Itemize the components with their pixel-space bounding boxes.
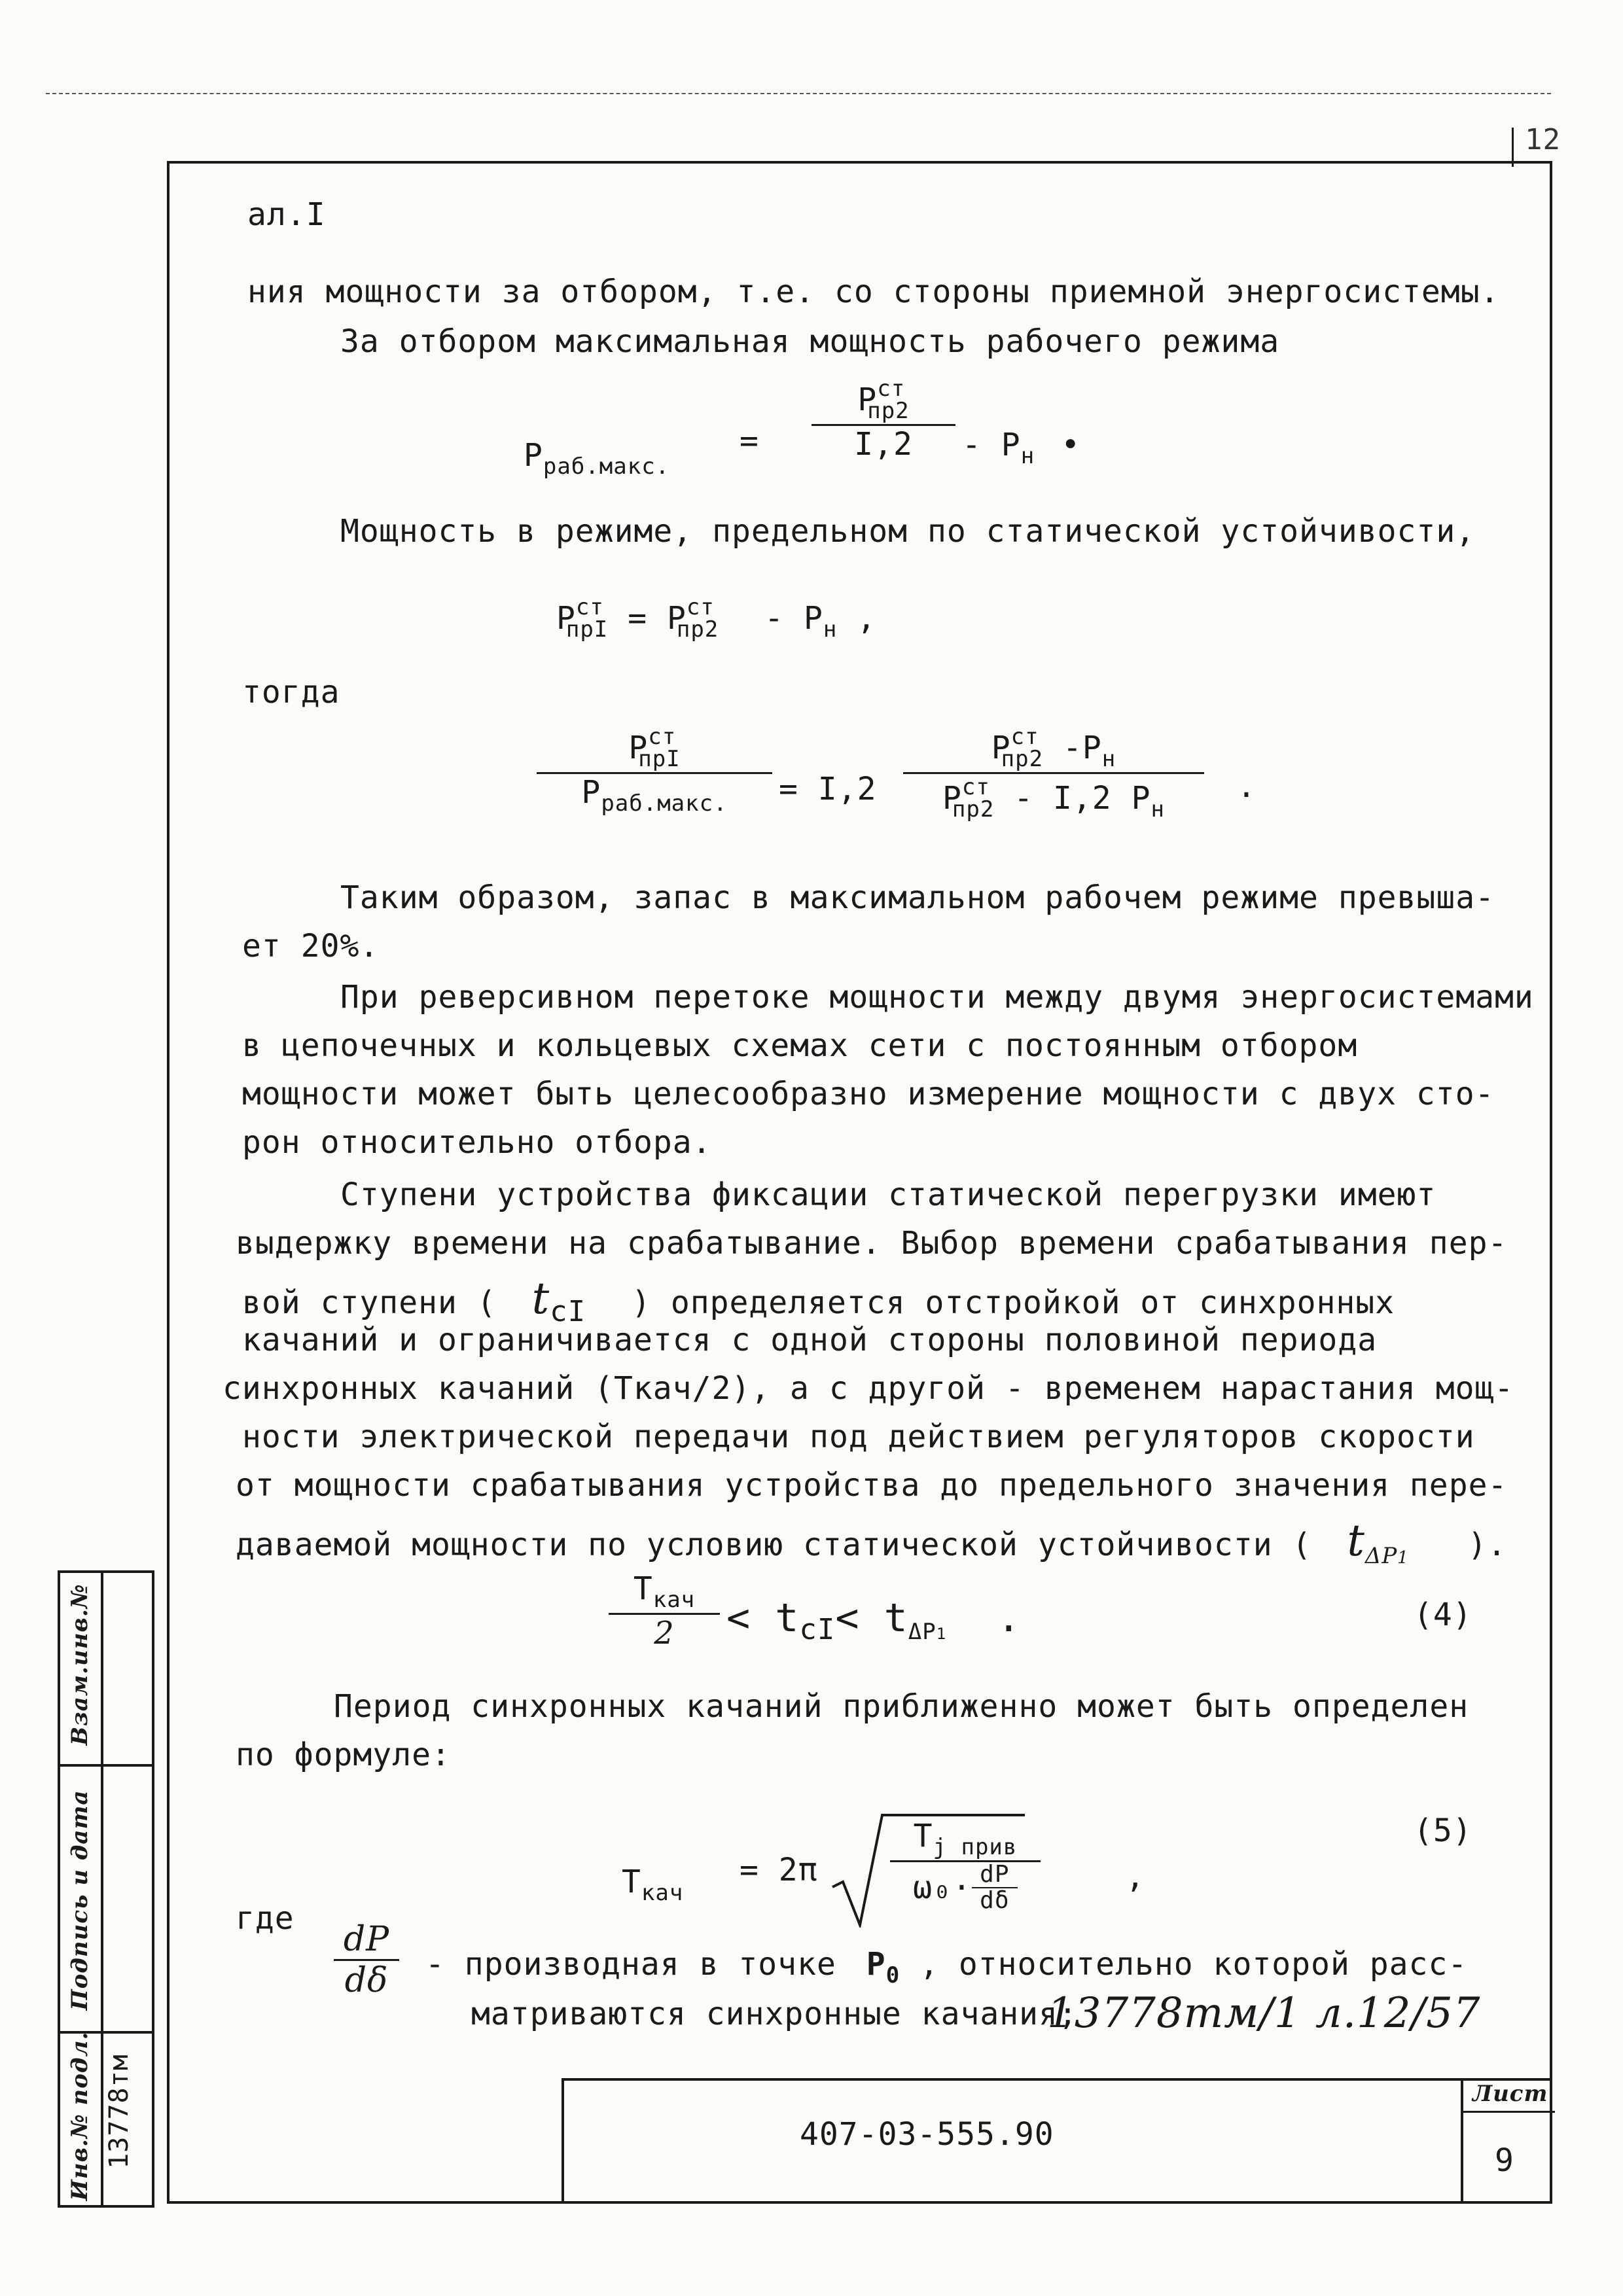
- numerator: [628, 724, 680, 772]
- text-line: Таким образом, запас в максимальном рабочем режиме превыша-: [340, 879, 1495, 916]
- dot: •: [1061, 427, 1081, 463]
- sheet-label: ал.I: [247, 196, 326, 233]
- sheet-cell: [1461, 2081, 1555, 2204]
- symbol: -P: [1043, 730, 1102, 766]
- text-line: [236, 1515, 1507, 1569]
- subscript: пр2: [676, 616, 719, 643]
- equation-number: (5): [1414, 1812, 1472, 1849]
- text-line: [242, 1273, 1395, 1328]
- symbol: - P: [764, 600, 823, 637]
- text-line: матриваются синхронные качания;: [471, 1996, 1078, 2032]
- fraction: [609, 1570, 720, 1651]
- symbol-tc1: [531, 1273, 586, 1328]
- formula-term: [622, 1863, 683, 1906]
- text-line: тогда: [242, 674, 340, 711]
- text-segment: , относительно которой расс-: [919, 1946, 1468, 1983]
- text-segment: ) определяется отстройкой от синхронных: [632, 1284, 1395, 1321]
- document-code: 407-03-555.90: [800, 2116, 1054, 2153]
- inv-value: 13778тм: [104, 2054, 134, 2169]
- subscript: н: [823, 616, 838, 643]
- text-line: от мощности срабатывания устройства до предельного значения пере-: [236, 1467, 1508, 1504]
- denominator: dδ: [980, 1887, 1010, 1914]
- subscript: 1: [1397, 1548, 1409, 1568]
- text-segment: вой ступени (: [242, 1284, 497, 1321]
- subscript: cI: [550, 1295, 586, 1328]
- symbol: < t: [726, 1595, 800, 1641]
- frame-top: [167, 161, 1551, 164]
- denominator: 2: [654, 1615, 675, 1651]
- subscript: 0: [885, 1962, 901, 1988]
- superscript: ст: [575, 594, 604, 620]
- subscript: раб.макс.: [601, 790, 728, 817]
- side-row-divider: [60, 1764, 152, 1767]
- dp-dd-small: [972, 1862, 1018, 1913]
- text-line: ности электрической передачи под действием регуляторов скорости: [242, 1419, 1475, 1455]
- numerator: [914, 1818, 1018, 1860]
- subscript: н: [1101, 746, 1116, 772]
- subscript: раб.макс.: [543, 453, 670, 480]
- subscript: j прив: [933, 1834, 1018, 1860]
- symbol-tdp: [1347, 1515, 1409, 1569]
- punctuation: .: [1237, 768, 1257, 805]
- text-line: При реверсивном перетоке мощности между двумя энергосистемами: [340, 979, 1534, 1016]
- fraction-left: [537, 724, 772, 817]
- equation-number: (4): [1414, 1597, 1472, 1633]
- subscript: ΔP: [908, 1619, 936, 1645]
- denominator: [942, 774, 1165, 822]
- numerator: [633, 1570, 695, 1613]
- subscript: пр2: [1001, 746, 1044, 772]
- symbol: P: [866, 1946, 886, 1983]
- denominator: [581, 774, 727, 817]
- symbol: P: [524, 437, 543, 474]
- subscript: пр2: [952, 796, 995, 822]
- subscript: прI: [638, 746, 681, 772]
- subscript: пр2: [867, 398, 910, 424]
- text-line: выдержку времени на срабатывание. Выбор времени срабатывания пер-: [236, 1225, 1508, 1262]
- subscript: н: [1150, 796, 1165, 822]
- symbol: = P: [628, 600, 687, 637]
- side-fields: [58, 1570, 154, 2208]
- symbol: T: [622, 1863, 641, 1900]
- symbol: P: [628, 730, 649, 766]
- sheet-label: Лист: [1472, 2081, 1548, 2107]
- subscript: кач: [652, 1587, 696, 1613]
- sign-date-label: Подпись и дата: [67, 1790, 93, 2011]
- fraction: [812, 376, 955, 463]
- formula-term: [524, 437, 669, 480]
- dp-dd-fraction: [334, 1920, 399, 2000]
- sheet-divider: [1463, 2111, 1555, 2113]
- text-line: по формуле:: [236, 1737, 451, 1773]
- denominator: dδ: [344, 1961, 389, 2000]
- superscript: ст: [686, 594, 715, 620]
- text-line: в цепочечных и кольцевых схемах сети с постоянным отбором: [242, 1027, 1358, 1064]
- superscript: ст: [648, 724, 677, 750]
- frame-right: [1550, 161, 1552, 2202]
- text-line: ет 20%.: [242, 928, 380, 964]
- subscript: ΔP: [1364, 1543, 1398, 1569]
- text-line: Период синхронных качаний приближенно может быть определен: [334, 1688, 1469, 1725]
- symbol: < t: [835, 1595, 908, 1641]
- fraction-right: [903, 724, 1204, 822]
- symbol: t: [1347, 1515, 1365, 1566]
- numerator: dP: [343, 1920, 390, 1959]
- symbol: t: [531, 1273, 550, 1324]
- superscript: ст: [877, 376, 906, 402]
- subscript: кач: [641, 1880, 684, 1906]
- symbol: ω₀·: [913, 1869, 972, 1906]
- text-segment: ).: [1467, 1527, 1507, 1563]
- formula-2: [556, 594, 876, 643]
- denominator: I,2: [854, 426, 913, 463]
- subscript: cI: [799, 1613, 836, 1646]
- superscript: ст: [1010, 724, 1039, 750]
- text-line: синхронных качаний (Ткач/2), а с другой - временем нарастания мощ-: [223, 1370, 1514, 1407]
- symbol: - I,2 P: [994, 780, 1151, 817]
- inequality: [726, 1595, 1021, 1646]
- text-line: мощности может быть целесообразно измерение мощности с двух сто-: [242, 1076, 1495, 1112]
- superscript: ст: [961, 774, 990, 800]
- page-number-corner-line: [1512, 128, 1514, 167]
- text-line: качаний и ограничивается с одной стороны половиной периода: [242, 1322, 1378, 1358]
- sqrt-fraction: [890, 1818, 1041, 1913]
- text-line: Ступени устройства фиксации статической перегрузки имеют: [340, 1176, 1436, 1213]
- sheet-number: 9: [1495, 2142, 1514, 2179]
- page-number: 12: [1525, 123, 1561, 156]
- subscript: н: [1020, 443, 1035, 469]
- text-line: ния мощности за отбором, т.е. со стороны приемной энергосистемы.: [247, 274, 1500, 310]
- punctuation: .: [997, 1595, 1022, 1641]
- punctuation: ,: [1126, 1858, 1145, 1895]
- subscript: 1: [936, 1625, 947, 1643]
- side-column-divider: [101, 1573, 103, 2205]
- handwritten-note: 13778тм/1 л.12/57: [1047, 1989, 1481, 2038]
- text-segment: даваемой мощности по условию статической устойчивости (: [236, 1527, 1312, 1563]
- numerator: [991, 724, 1116, 772]
- replace-label: Взам.инв.№: [67, 1583, 93, 1746]
- text-segment: - производная в точке: [425, 1946, 836, 1983]
- top-border-line: [46, 93, 1551, 94]
- symbol: T: [913, 1818, 933, 1854]
- text-line: За отбором максимальная мощность рабочего режима: [340, 323, 1280, 360]
- inv-label: Инв.№ подл.: [67, 2031, 93, 2201]
- text-line: [425, 1946, 1467, 1988]
- formula-term: [962, 427, 1080, 469]
- numerator: dP: [980, 1861, 1010, 1888]
- symbol: P: [581, 774, 601, 811]
- punctuation: ,: [857, 600, 877, 637]
- equals-two-pi: = 2π: [740, 1852, 818, 1888]
- symbol: P: [942, 780, 962, 817]
- symbol: P: [556, 600, 576, 637]
- symbol: - P: [962, 427, 1021, 463]
- symbol: T: [633, 1570, 653, 1607]
- equals-coefficient: = I,2: [779, 771, 877, 807]
- symbol-p0: [866, 1946, 901, 1988]
- equals-sign: =: [740, 423, 759, 459]
- denominator: [913, 1862, 1018, 1913]
- symbol: P: [857, 381, 878, 418]
- numerator: [857, 376, 909, 424]
- subscript: прI: [565, 616, 609, 643]
- frame-left: [167, 161, 169, 2202]
- stamp-block: [562, 2078, 1552, 2204]
- text-line: где: [236, 1900, 294, 1937]
- text-line: рон относительно отбора.: [242, 1124, 712, 1161]
- symbol: P: [991, 730, 1011, 766]
- text-line: Мощность в режиме, предельном по статической устойчивости,: [340, 513, 1476, 550]
